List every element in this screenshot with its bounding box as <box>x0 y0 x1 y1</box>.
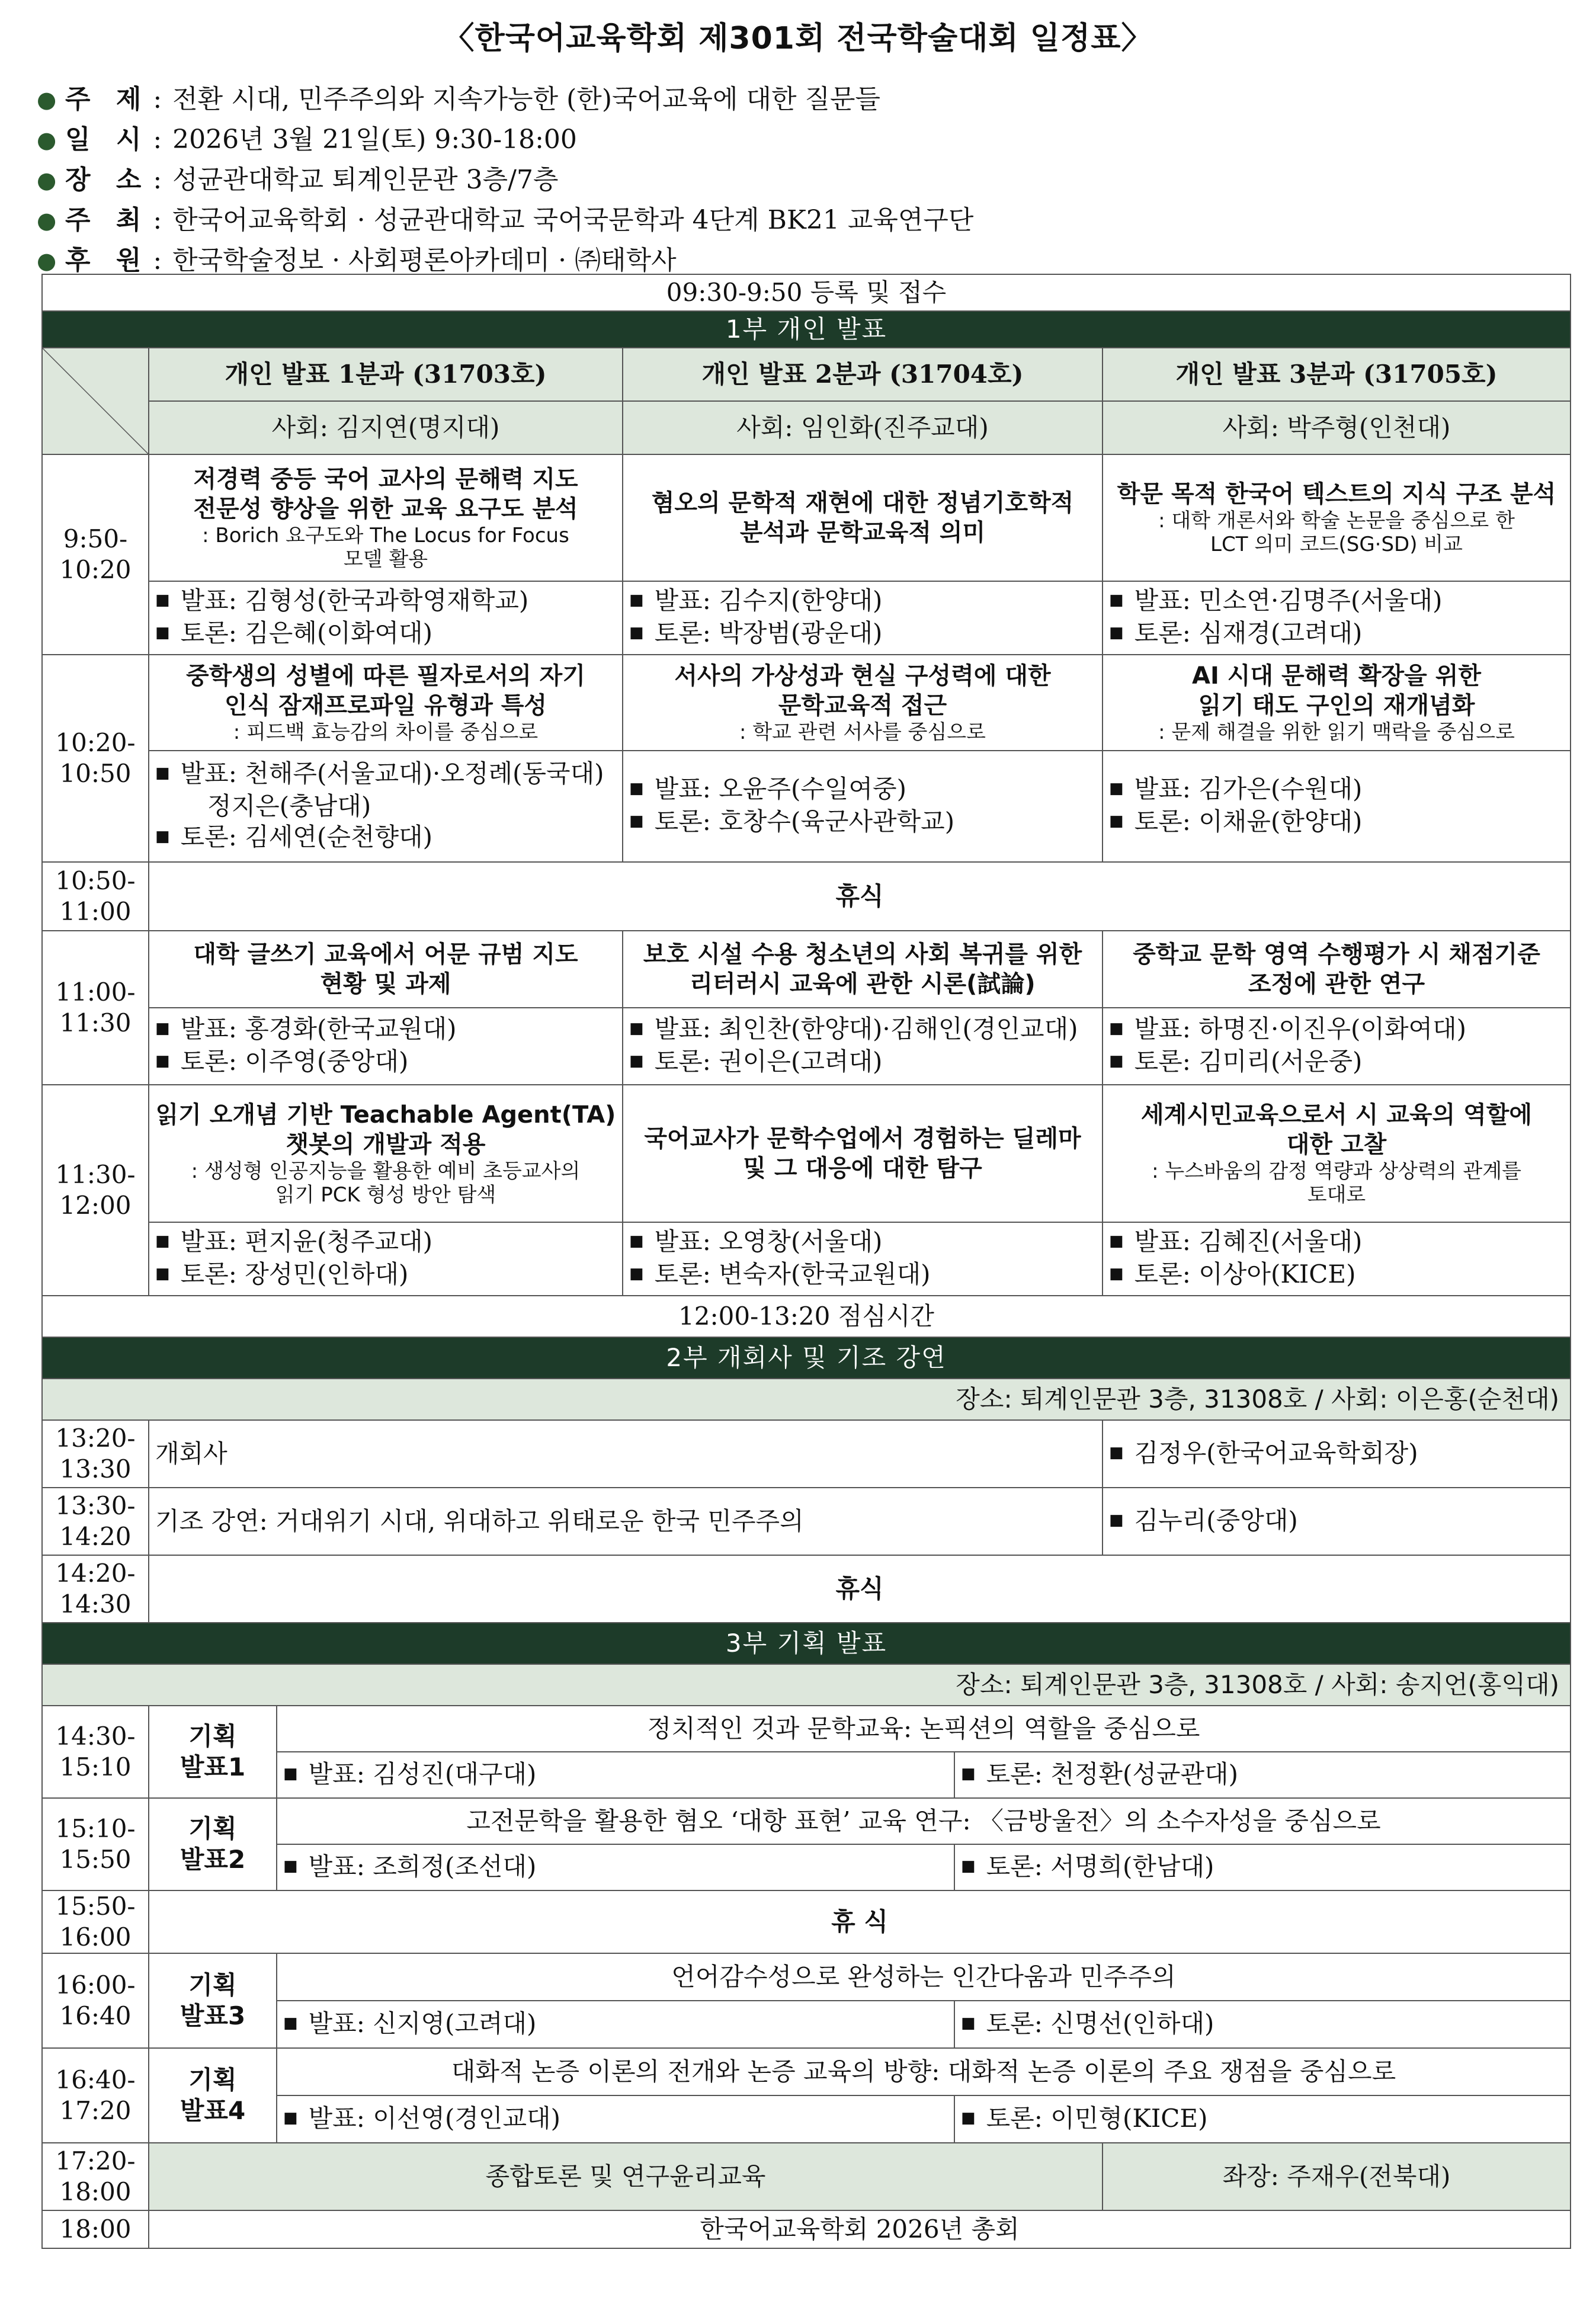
part2-header: 2부 개회사 및 기조 강연 <box>42 1337 1571 1379</box>
square-bullet-icon: ■ <box>283 1764 298 1783</box>
square-bullet-icon: ■ <box>1109 624 1124 642</box>
square-bullet-icon: ■ <box>155 828 170 845</box>
talk-title-cell: 국어교사가 문학수업에서 경험하는 딜레마 및 그 대응에 대한 탐구 <box>623 1085 1103 1222</box>
square-bullet-icon: ■ <box>629 1232 644 1250</box>
square-bullet-icon: ■ <box>1109 591 1124 609</box>
info-value: 성균관대학교 퇴계인문관 3층/7층 <box>172 165 559 195</box>
talk-people-cell: ■ 발표: 하명진·이진우(이화여대) ■ 토론: 김미리(서운중) <box>1103 1008 1571 1085</box>
square-bullet-icon: ■ <box>629 1265 644 1283</box>
plan-title: 고전문학을 활용한 혐오 ‘대항 표현’ 교육 연구: 〈금방울전〉의 소수자성을 중심으로 <box>277 1798 1571 1844</box>
session-1-name: 개인 발표 1분과 (31703호) <box>149 348 623 401</box>
talk-title-cell: 혐오의 문학적 재현에 대한 정념기호학적 분석과 문학교육적 의미 <box>623 454 1103 581</box>
square-bullet-icon: ■ <box>629 1052 644 1070</box>
opening-title: 개회사 <box>149 1420 1103 1488</box>
plan-presenter: ■ 발표: 김성진(대구대) <box>277 1752 954 1798</box>
info-row-venue: ● 장 소 : 성균관대학교 퇴계인문관 3층/7층 <box>37 160 973 200</box>
talk-people-cell: ■ 발표: 김수지(한양대) ■ 토론: 박장범(광운대) <box>623 581 1103 655</box>
info-label: 후 원 <box>65 245 150 275</box>
talk-people-cell: ■ 발표: 오영창(서울대) ■ 토론: 변숙자(한국교원대) <box>623 1222 1103 1296</box>
talk-people-cell: ■ 발표: 편지윤(청주교대) ■ 토론: 장성민(인하대) <box>149 1222 623 1296</box>
session-1-chair: 사회: 김지연(명지대) <box>149 401 623 454</box>
talk-people-cell: ■ 발표: 오윤주(수일여중) ■ 토론: 호창수(육군사관학교) <box>623 751 1103 862</box>
time-cell: 10:50- 11:00 <box>42 862 149 931</box>
time-cell: 18:00 <box>42 2210 149 2248</box>
plan-discussant: ■ 토론: 신명선(인하대) <box>954 2001 1571 2048</box>
talk-people-cell: ■ 발표: 김형성(한국과학영재학교) ■ 토론: 김은혜(이화여대) <box>149 581 623 655</box>
info-label: 주 제 <box>65 84 150 114</box>
plan-label: 기획 발표4 <box>149 2048 277 2143</box>
info-row-theme: ● 주 제 : 전환 시대, 민주주의와 지속가능한 (한)국어교육에 대한 질문들 <box>37 79 973 120</box>
square-bullet-icon: ■ <box>155 624 170 642</box>
plan-label: 기획 발표3 <box>149 1953 277 2048</box>
part2-venue: 장소: 퇴계인문관 3층, 31308호 / 사회: 이은홍(순천대) <box>42 1379 1571 1420</box>
square-bullet-icon: ■ <box>155 1232 170 1250</box>
break-row: 휴 식 <box>149 1890 1571 1953</box>
time-cell: 13:20- 13:30 <box>42 1420 149 1488</box>
closing-title: 종합토론 및 연구윤리교육 <box>149 2143 1103 2210</box>
time-cell: 17:20- 18:00 <box>42 2143 149 2210</box>
bullet-icon: ● <box>37 167 57 193</box>
square-bullet-icon: ■ <box>629 624 644 642</box>
square-bullet-icon: ■ <box>155 591 170 609</box>
part3-venue: 장소: 퇴계인문관 3층, 31308호 / 사회: 송지언(홍익대) <box>42 1664 1571 1706</box>
square-bullet-icon: ■ <box>629 591 644 609</box>
talk-people-cell: ■ 발표: 김가은(수원대) ■ 토론: 이채윤(한양대) <box>1103 751 1571 862</box>
session-2-name: 개인 발표 2분과 (31704호) <box>623 348 1103 401</box>
time-cell: 15:10- 15:50 <box>42 1798 149 1890</box>
talk-title-cell: 대학 글쓰기 교육에서 어문 규범 지도 현황 및 과제 <box>149 931 623 1008</box>
square-bullet-icon: ■ <box>629 1020 644 1037</box>
square-bullet-icon: ■ <box>961 1764 976 1783</box>
plan-title: 대화적 논증 이론의 전개와 논증 교육의 방향: 대화적 논증 이론의 주요 쟁점을 중심으로 <box>277 2048 1571 2095</box>
time-cell: 11:00- 11:30 <box>42 931 149 1085</box>
plan-discussant: ■ 토론: 천정환(성균관대) <box>954 1752 1571 1798</box>
diagonal-line-icon <box>43 348 148 454</box>
time-cell: 9:50- 10:20 <box>42 454 149 655</box>
info-value: 전환 시대, 민주주의와 지속가능한 (한)국어교육에 대한 질문들 <box>172 84 880 114</box>
plan-presenter: ■ 발표: 조희정(조선대) <box>277 1844 954 1890</box>
session-3-chair: 사회: 박주형(인천대) <box>1103 401 1571 454</box>
square-bullet-icon: ■ <box>155 764 170 782</box>
talk-title-cell: AI 시대 문해력 확장을 위한 읽기 태도 구인의 재개념화 : 문제 해결을 위한 읽기 맥락을 중심으로 <box>1103 655 1571 751</box>
plan-presenter: ■ 발표: 신지영(고려대) <box>277 2001 954 2048</box>
time-cell: 14:20- 14:30 <box>42 1555 149 1623</box>
square-bullet-icon: ■ <box>1109 812 1124 830</box>
time-cell: 16:00- 16:40 <box>42 1953 149 2048</box>
general-meeting: 한국어교육학회 2026년 총회 <box>149 2210 1571 2248</box>
talk-title-cell: 보호 시설 수용 청소년의 사회 복귀를 위한 리터러시 교육에 관한 시론(試論) <box>623 931 1103 1008</box>
info-label: 주 최 <box>65 205 150 235</box>
break-row: 휴식 <box>149 1555 1571 1623</box>
keynote-title: 기조 강연: 거대위기 시대, 위대하고 위태로운 한국 민주주의 <box>149 1488 1103 1555</box>
square-bullet-icon: ■ <box>1109 1052 1124 1070</box>
talk-people-cell: ■ 발표: 천해주(서울교대)·오정례(동국대) 정지은(충남대) ■ 토론: 김세연(순천향대) <box>149 751 623 862</box>
plan-title: 언어감수성으로 완성하는 인간다움과 민주주의 <box>277 1953 1571 2001</box>
square-bullet-icon: ■ <box>1109 1443 1124 1462</box>
talk-title-cell: 학문 목적 한국어 텍스트의 지식 구조 분석 : 대학 개론서와 학술 논문을 중심으로 한 LCT 의미 코드(SG·SD) 비교 <box>1103 454 1571 581</box>
plan-discussant: ■ 토론: 서명희(한남대) <box>954 1844 1571 1890</box>
closing-chair: 좌장: 주재우(전북대) <box>1103 2143 1571 2210</box>
time-cell: 10:20- 10:50 <box>42 655 149 862</box>
talk-title-cell: 저경력 중등 국어 교사의 문해력 지도 전문성 향상을 위한 교육 요구도 분석 : Borich 요구도와 The Locus for Focus 모델 활용 <box>149 454 623 581</box>
talk-people-cell: ■ 발표: 민소연·김명주(서울대) ■ 토론: 심재경(고려대) <box>1103 581 1571 655</box>
plan-label: 기획 발표1 <box>149 1706 277 1798</box>
square-bullet-icon: ■ <box>155 1052 170 1070</box>
info-row-date: ● 일 시 : 2026년 3월 21일(토) 9:30-18:00 <box>37 120 973 160</box>
talk-title-cell: 중학생의 성별에 따른 필자로서의 자기 인식 잠재프로파일 유형과 특성 : 피드백 효능감의 차이를 중심으로 <box>149 655 623 751</box>
plan-label: 기획 발표2 <box>149 1798 277 1890</box>
info-label: 장 소 <box>65 165 150 195</box>
plan-title: 정치적인 것과 문학교육: 논픽션의 역할을 중심으로 <box>277 1706 1571 1752</box>
break-row: 휴식 <box>149 862 1571 931</box>
info-value: 한국학술정보 · 사회평론아카데미 · ㈜태학사 <box>172 245 677 275</box>
info-value: 한국어교육학회 · 성균관대학교 국어국문학과 4단계 BK21 교육연구단 <box>172 205 974 235</box>
bullet-icon: ● <box>37 248 57 274</box>
part3-header: 3부 기획 발표 <box>42 1623 1571 1664</box>
bullet-icon: ● <box>37 207 57 233</box>
page-title: 〈한국어교육학회 제301회 전국학술대회 일정표〉 <box>443 21 1153 56</box>
square-bullet-icon: ■ <box>1109 1511 1124 1529</box>
info-row-host: ● 주 최 : 한국어교육학회 · 성균관대학교 국어국문학과 4단계 BK21 교육연구단 <box>37 200 973 241</box>
lunch-row: 12:00-13:20 점심시간 <box>42 1296 1571 1337</box>
time-cell: 14:30- 15:10 <box>42 1706 149 1798</box>
square-bullet-icon: ■ <box>961 2108 976 2127</box>
square-bullet-icon: ■ <box>961 2014 976 2032</box>
square-bullet-icon: ■ <box>283 1857 298 1875</box>
time-cell: 16:40- 17:20 <box>42 2048 149 2143</box>
schedule-table <box>41 274 1571 2249</box>
square-bullet-icon: ■ <box>155 1020 170 1037</box>
bullet-icon: ● <box>37 127 57 153</box>
time-cell: 11:30- 12:00 <box>42 1085 149 1296</box>
square-bullet-icon: ■ <box>961 1857 976 1875</box>
event-info <box>37 79 973 281</box>
talk-title-cell: 세계시민교육으로서 시 교육의 역할에 대한 고찰 : 누스바움의 감정 역량과 상상력의 관계를 토대로 <box>1103 1085 1571 1222</box>
registration-row: 09:30-9:50 등록 및 접수 <box>42 274 1571 311</box>
talk-people-cell: ■ 발표: 김혜진(서울대) ■ 토론: 이상아(KICE) <box>1103 1222 1571 1296</box>
keynote-person: ■ 김누리(중앙대) <box>1103 1488 1571 1555</box>
info-value: 2026년 3월 21일(토) 9:30-18:00 <box>172 124 577 155</box>
opening-person: ■ 김정우(한국어교육학회장) <box>1103 1420 1571 1488</box>
square-bullet-icon: ■ <box>1109 1232 1124 1250</box>
diagonal-cell <box>42 348 149 454</box>
square-bullet-icon: ■ <box>283 2014 298 2032</box>
square-bullet-icon: ■ <box>283 2108 298 2127</box>
talk-people-cell: ■ 발표: 홍경화(한국교원대) ■ 토론: 이주영(중앙대) <box>149 1008 623 1085</box>
square-bullet-icon: ■ <box>629 780 644 797</box>
time-cell: 15:50- 16:00 <box>42 1890 149 1953</box>
time-cell: 13:30- 14:20 <box>42 1488 149 1555</box>
session-2-chair: 사회: 임인화(진주교대) <box>623 401 1103 454</box>
talk-people-cell: ■ 발표: 최인찬(한양대)·김해인(경인교대) ■ 토론: 권이은(고려대) <box>623 1008 1103 1085</box>
part1-header: 1부 개인 발표 <box>42 311 1571 348</box>
square-bullet-icon: ■ <box>155 1265 170 1283</box>
square-bullet-icon: ■ <box>1109 780 1124 797</box>
square-bullet-icon: ■ <box>1109 1265 1124 1283</box>
bullet-icon: ● <box>37 86 57 113</box>
info-row-sponsor: ● 후 원 : 한국학술정보 · 사회평론아카데미 · ㈜태학사 <box>37 241 973 281</box>
talk-title-cell: 읽기 오개념 기반 Teachable Agent(TA) 챗봇의 개발과 적용 : 생성형 인공지능을 활용한 예비 초등교사의 읽기 PCK 형성 방안 탐색 <box>149 1085 623 1222</box>
plan-discussant: ■ 토론: 이민형(KICE) <box>954 2095 1571 2143</box>
square-bullet-icon: ■ <box>1109 1020 1124 1037</box>
plan-presenter: ■ 발표: 이선영(경인교대) <box>277 2095 954 2143</box>
talk-title-cell: 서사의 가상성과 현실 구성력에 대한 문학교육적 접근 : 학교 관련 서사를 중심으로 <box>623 655 1103 751</box>
session-3-name: 개인 발표 3분과 (31705호) <box>1103 348 1571 401</box>
square-bullet-icon: ■ <box>629 812 644 830</box>
talk-title-cell: 중학교 문학 영역 수행평가 시 채점기준 조정에 관한 연구 <box>1103 931 1571 1008</box>
info-label: 일 시 <box>65 124 150 155</box>
